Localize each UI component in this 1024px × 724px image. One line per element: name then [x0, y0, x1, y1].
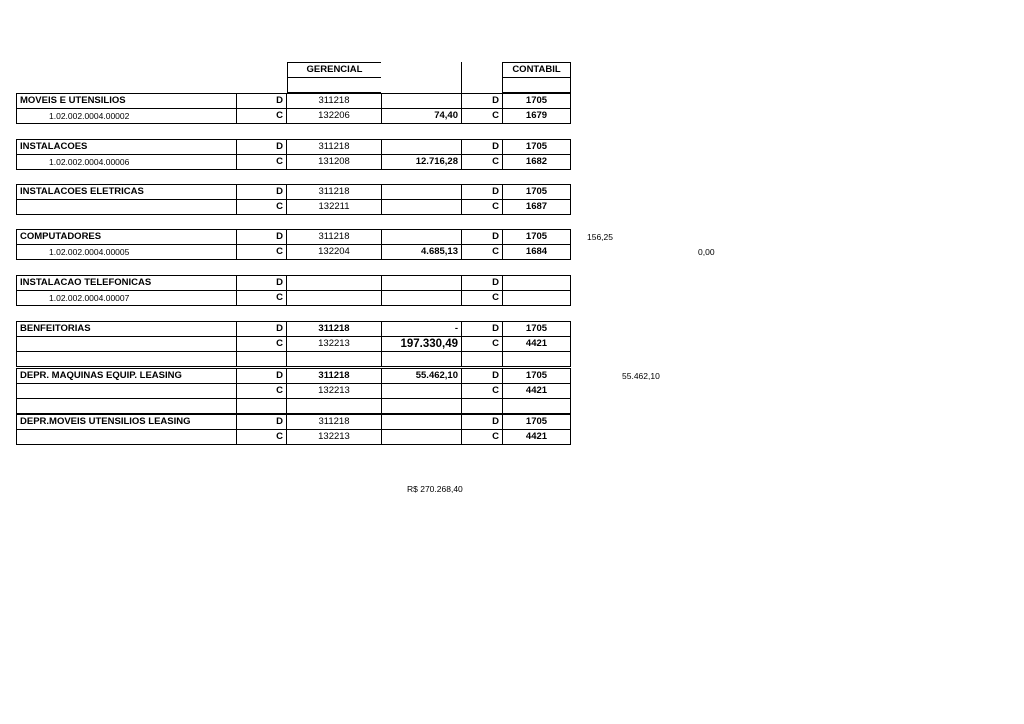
- group-name: INSTALACOES: [16, 139, 237, 155]
- gerencial-value: [381, 383, 462, 399]
- gerencial-value: [381, 93, 462, 109]
- debit-indicator: D: [236, 414, 287, 430]
- spacer-cell: [16, 398, 237, 414]
- contabil-indicator: C: [461, 336, 503, 352]
- gerencial-account: 311218: [286, 414, 382, 430]
- contabil-account: 1684: [502, 244, 571, 260]
- debit-indicator: D: [236, 184, 287, 200]
- spacer-cell: [502, 351, 571, 367]
- credit-indicator: C: [236, 154, 287, 170]
- grand-total: R$ 270.268,40: [407, 484, 463, 494]
- gerencial-value: 4.685,13: [381, 244, 462, 260]
- gerencial-account: 132206: [286, 108, 382, 124]
- account-code: [16, 383, 237, 399]
- leasing-side-note: 55.462,10: [622, 371, 660, 381]
- credit-indicator: C: [236, 336, 287, 352]
- contabil-account: 4421: [502, 429, 571, 445]
- debit-indicator: D: [236, 139, 287, 155]
- group-name: DEPR. MAQUINAS EQUIP. LEASING: [16, 368, 237, 384]
- spacer-cell: [502, 398, 571, 414]
- gerencial-account: 132213: [286, 383, 382, 399]
- contabil-account: [502, 290, 571, 306]
- account-code: [16, 336, 237, 352]
- group-name: INSTALACAO TELEFONICAS: [16, 275, 237, 291]
- gerencial-value: 12.716,28: [381, 154, 462, 170]
- contabil-account: 1705: [502, 321, 571, 337]
- debit-indicator: D: [236, 321, 287, 337]
- contabil-indicator: D: [461, 275, 503, 291]
- gerencial-value: [381, 139, 462, 155]
- spacer-cell: [381, 398, 462, 414]
- gerencial-value: 74,40: [381, 108, 462, 124]
- gerencial-account: 132211: [286, 199, 382, 215]
- gerencial-account: 311218: [286, 93, 382, 109]
- gerencial-account: 132204: [286, 244, 382, 260]
- spacer-cell: [16, 351, 237, 367]
- gerencial-value: 197.330,49: [381, 336, 462, 352]
- credit-indicator: C: [236, 199, 287, 215]
- contabil-account: [502, 275, 571, 291]
- contabil-account: 1705: [502, 229, 571, 245]
- gerencial-account: [286, 290, 382, 306]
- contabil-indicator: D: [461, 368, 503, 384]
- gerencial-value: [381, 290, 462, 306]
- contabil-indicator: D: [461, 184, 503, 200]
- group-name: COMPUTADORES: [16, 229, 237, 245]
- group-name: DEPR.MOVEIS UTENSILIOS LEASING: [16, 414, 237, 430]
- gerencial-value: [381, 275, 462, 291]
- contabil-indicator: C: [461, 290, 503, 306]
- spacer-cell: [286, 398, 382, 414]
- gerencial-account: 132213: [286, 429, 382, 445]
- contabil-indicator: C: [461, 108, 503, 124]
- contabil-indicator: C: [461, 154, 503, 170]
- contabil-indicator: D: [461, 321, 503, 337]
- debit-indicator: D: [236, 368, 287, 384]
- contabil-indicator: D: [461, 229, 503, 245]
- credit-indicator: C: [236, 290, 287, 306]
- gerencial-account: 131208: [286, 154, 382, 170]
- zero-side-note: 0,00: [698, 247, 715, 257]
- contabil-account: 1705: [502, 368, 571, 384]
- credit-indicator: C: [236, 108, 287, 124]
- account-code: 1.02.002.0004.00005: [16, 244, 237, 260]
- gerencial-value: [381, 414, 462, 430]
- contabil-account: 1679: [502, 108, 571, 124]
- header-gerencial-spacer: [287, 77, 382, 93]
- header-contabil-spacer: [502, 77, 571, 93]
- gerencial-value: [381, 184, 462, 200]
- contabil-indicator: C: [461, 199, 503, 215]
- contabil-account: 4421: [502, 383, 571, 399]
- contabil-indicator: D: [461, 93, 503, 109]
- gerencial-account: [286, 275, 382, 291]
- gerencial-account: 311218: [286, 368, 382, 384]
- spacer-cell: [236, 398, 287, 414]
- contabil-account: 1705: [502, 414, 571, 430]
- account-code: [16, 429, 237, 445]
- gerencial-value: [381, 199, 462, 215]
- group-name: BENFEITORIAS: [16, 321, 237, 337]
- account-code: 1.02.002.0004.00002: [16, 108, 237, 124]
- contabil-account: 4421: [502, 336, 571, 352]
- credit-indicator: C: [236, 429, 287, 445]
- gerencial-account: 311218: [286, 321, 382, 337]
- header-value-spacer: [381, 62, 462, 93]
- account-code: 1.02.002.0004.00006: [16, 154, 237, 170]
- gerencial-value: [381, 229, 462, 245]
- gerencial-value: 55.462,10: [381, 368, 462, 384]
- computadores-side-note: 156,25: [587, 232, 613, 242]
- debit-indicator: D: [236, 93, 287, 109]
- credit-indicator: C: [236, 244, 287, 260]
- spacer-cell: [461, 398, 503, 414]
- header-contabil: CONTABIL: [502, 62, 571, 78]
- spacer-cell: [286, 351, 382, 367]
- gerencial-account: 311218: [286, 184, 382, 200]
- contabil-indicator: C: [461, 383, 503, 399]
- spacer-cell: [236, 351, 287, 367]
- contabil-account: 1705: [502, 184, 571, 200]
- contabil-account: 1705: [502, 139, 571, 155]
- gerencial-account: 311218: [286, 139, 382, 155]
- contabil-indicator: D: [461, 414, 503, 430]
- debit-indicator: D: [236, 275, 287, 291]
- header-gerencial: GERENCIAL: [287, 62, 382, 78]
- contabil-indicator: D: [461, 139, 503, 155]
- spacer-cell: [461, 351, 503, 367]
- spacer-cell: [381, 351, 462, 367]
- gerencial-value: -: [381, 321, 462, 337]
- gerencial-account: 132213: [286, 336, 382, 352]
- gerencial-account: 311218: [286, 229, 382, 245]
- contabil-account: 1705: [502, 93, 571, 109]
- debit-indicator: D: [236, 229, 287, 245]
- group-name: INSTALACOES ELETRICAS: [16, 184, 237, 200]
- contabil-indicator: C: [461, 244, 503, 260]
- account-code: [16, 199, 237, 215]
- contabil-account: 1687: [502, 199, 571, 215]
- contabil-indicator: C: [461, 429, 503, 445]
- group-name: MOVEIS E UTENSILIOS: [16, 93, 237, 109]
- account-code: 1.02.002.0004.00007: [16, 290, 237, 306]
- contabil-account: 1682: [502, 154, 571, 170]
- credit-indicator: C: [236, 383, 287, 399]
- gerencial-value: [381, 429, 462, 445]
